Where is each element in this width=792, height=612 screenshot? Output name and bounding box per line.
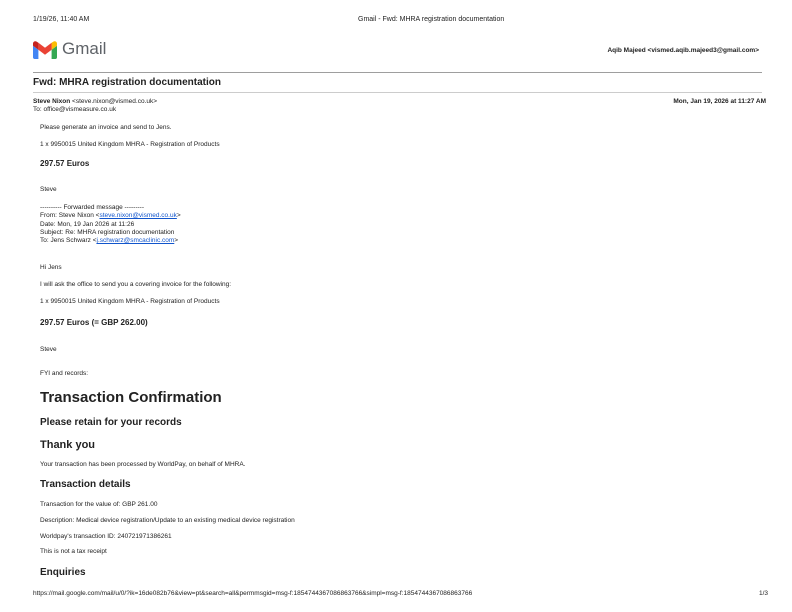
email-date: Mon, Jan 19, 2026 at 11:27 AM [673, 98, 766, 105]
transaction-value: Transaction for the value of: GBP 261.00 [40, 501, 158, 508]
fwd-to-close: > [174, 237, 179, 244]
fwd-subject: Subject: Re: MHRA registration documentation [40, 229, 175, 236]
signature-2: Steve [40, 346, 57, 353]
fwd-to [40, 237, 178, 244]
thank-you-heading: Thank you [40, 439, 96, 451]
fwd-from [40, 212, 181, 219]
enquiries-heading: Enquiries [40, 567, 86, 578]
forwarded-marker: ---------- Forwarded message --------- [40, 204, 144, 211]
email-subject: Fwd: MHRA registration documentation [33, 77, 221, 88]
gmail-logo-icon [33, 41, 57, 59]
fwd-from-email-link[interactable]: steve.nixon@vismed.co.uk [99, 212, 177, 219]
body-line-1: Please generate an invoice and send to Jens. [40, 124, 172, 131]
transaction-details-heading: Transaction details [40, 479, 131, 490]
ask-line: I will ask the office to send you a covering invoice for the following: [40, 281, 232, 288]
email-to: To: office@vismeasure.co.uk [33, 106, 117, 113]
fwd-from-close: > [176, 212, 181, 219]
page-number: 1/3 [758, 590, 768, 597]
amount-2: 297.57 Euros (= GBP 262.00) [40, 318, 148, 327]
account-email: Aqib Majeed <vismed.aqib.majeed3@gmail.com> [607, 47, 759, 54]
from-name: Steve Nixon [33, 98, 71, 105]
from-email: <steve.nixon@vismed.co.uk> [72, 98, 158, 105]
footer-url: https://mail.google.com/mail/u/0/?ik=16de082b76&view=pt&search=all&permmsgid=msg-f:1854744367086863766&simpl=msg-f:1854744367086863766 [33, 590, 473, 597]
transaction-description: Description: Medical device registration/Update to an existing medical device registration [40, 517, 295, 524]
fwd-date: Date: Mon, 19 Jan 2026 at 11:26 [40, 221, 135, 228]
subject-divider [33, 92, 762, 93]
worldpay-id: Worldpay's transaction ID: 240721971386261 [40, 533, 172, 540]
no-tax-receipt: This is not a tax receipt [40, 548, 107, 555]
amount-1: 297.57 Euros [40, 159, 90, 168]
print-title: Gmail - Fwd: MHRA registration documentation [358, 16, 505, 23]
fyi-line: FYI and records: [40, 370, 89, 377]
processed-line: Your transaction has been processed by WorldPay, on behalf of MHRA. [40, 461, 246, 468]
retain-heading: Please retain for your records [40, 417, 182, 428]
fwd-from-label: From: Steve Nixon < [40, 212, 100, 219]
signature-1: Steve [40, 186, 57, 193]
fwd-to-label: To: Jens Schwarz < [40, 237, 97, 244]
product-line-2: 1 x 9950015 United Kingdom MHRA - Registration of Products [40, 298, 220, 305]
product-line-1: 1 x 9950015 United Kingdom MHRA - Registration of Products [40, 141, 220, 148]
greeting: Hi Jens [40, 264, 62, 271]
email-from [33, 98, 157, 105]
transaction-confirmation-heading: Transaction Confirmation [40, 389, 222, 406]
gmail-wordmark: Gmail [62, 39, 107, 58]
fwd-to-email-link[interactable]: j.schwarz@smcaclinic.com [96, 237, 175, 244]
header-divider [33, 72, 762, 73]
print-datetime: 1/19/26, 11:40 AM [33, 16, 90, 23]
